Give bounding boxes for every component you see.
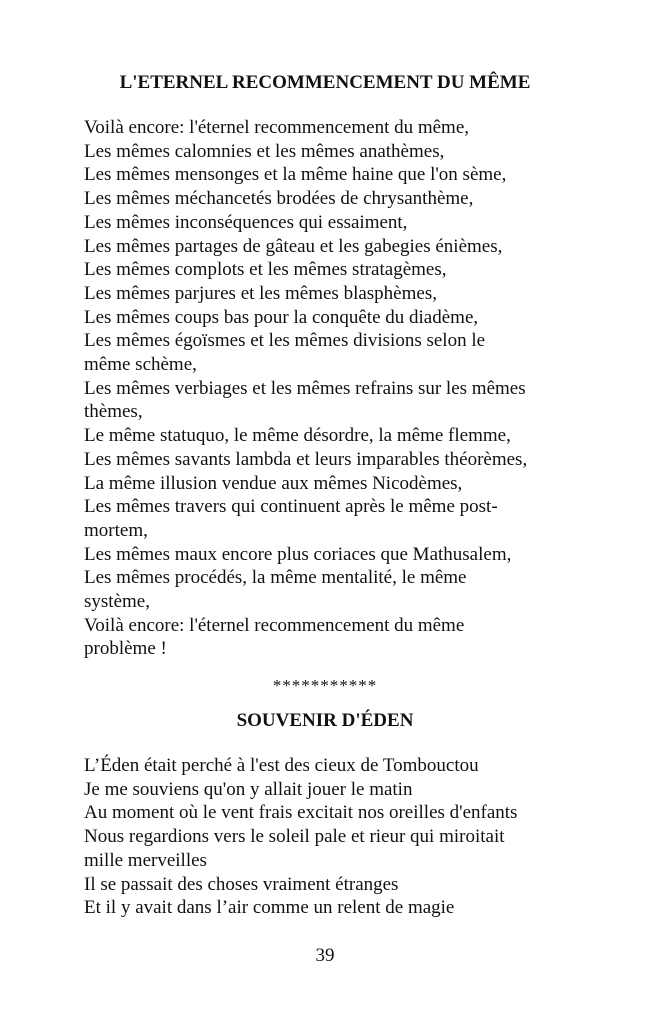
poem-line: Et il y avait dans l’air comme un relent de magie [84,897,455,919]
poem-line: Il se passait des choses vraiment étranges [84,873,399,895]
poem-line: Les mêmes mensonges et la même haine que l'on sème, [84,164,507,186]
poem-line: système, [84,591,150,613]
poem-line: Les mêmes inconséquences qui essaiment, [84,211,408,233]
poem-title-eternel: L'ETERNEL RECOMMENCEMENT DU MÊME [119,72,531,93]
poem-line: mille merveilles [84,849,207,871]
poem-line: Voilà encore: l'éternel recommencement du même [84,614,465,636]
poem-line: problème ! [84,638,167,660]
poem-title-souvenir: SOUVENIR D'ÉDEN [236,710,414,731]
section-separator: *********** [272,676,378,695]
poem-line: Au moment où le vent frais excitait nos oreilles d'enfants [84,802,518,824]
poem-line: Les mêmes parjures et les mêmes blasphèmes, [84,282,437,304]
poem-line: Les mêmes partages de gâteau et les gabegies énièmes, [84,235,503,257]
poem-line: Les mêmes calomnies et les mêmes anathèmes, [84,140,445,162]
poem-line: Les mêmes égoïsmes et les mêmes divisions selon le [84,330,486,352]
poem-line: Les mêmes savants lambda et leurs imparables théorèmes, [84,448,528,470]
poem-line: Les mêmes complots et les mêmes stratagèmes, [84,259,447,281]
poem-line: Les mêmes travers qui continuent après le même post- [84,496,498,518]
poem-line: Les mêmes coups bas pour la conquête du diadème, [84,306,479,328]
page-number: 39 [315,945,335,966]
poem-line: Les mêmes maux encore plus coriaces que Mathusalem, [84,543,512,565]
poem-line: Voilà encore: l'éternel recommencement du même, [84,117,470,138]
poem-line: thèmes, [84,401,143,423]
poem-line: Je me souviens qu'on y allait jouer le matin [84,778,413,800]
poem-line: La même illusion vendue aux mêmes Nicodèmes, [84,472,463,494]
poem-line: Les mêmes procédés, la même mentalité, le même [84,567,467,589]
poem-line: mortem, [84,519,148,541]
poem-line: Les mêmes verbiages et les mêmes refrains sur les mêmes [84,377,526,399]
poem-line: L’Éden était perché à l'est des cieux de Tombouctou [84,755,479,776]
poem-body-eternel [84,116,584,661]
poem-line: Nous regardions vers le soleil pale et rieur qui miroitait [84,826,505,848]
poem-body-souvenir [84,754,584,920]
poem-line: Le même statuquo, le même désordre, la même flemme, [84,425,511,447]
poem-line: Les mêmes méchancetés brodées de chrysanthème, [84,188,474,210]
poem-line: même schème, [84,354,197,376]
